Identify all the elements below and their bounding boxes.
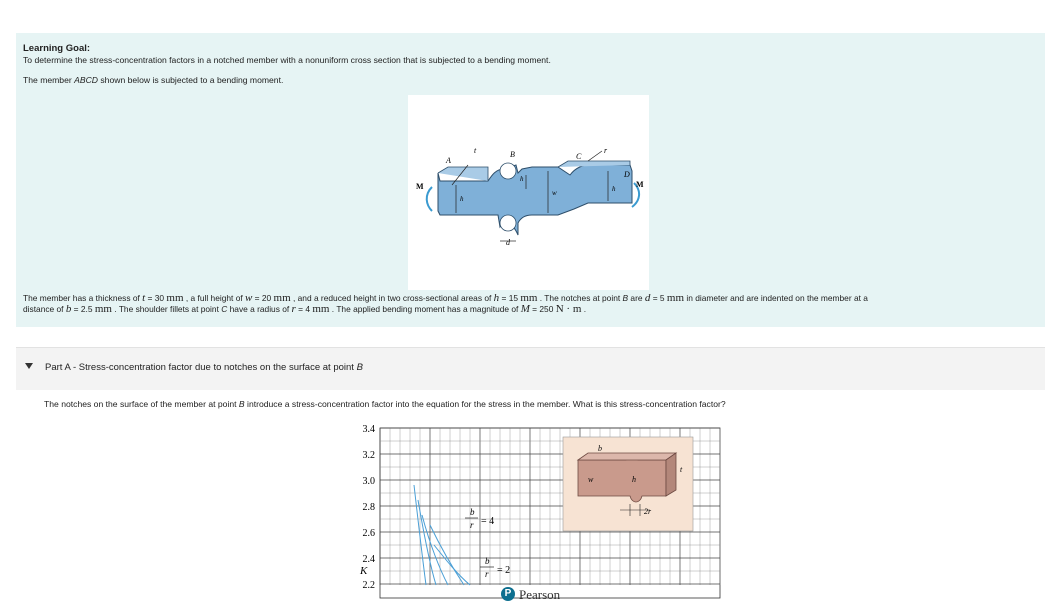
- label-C: C: [576, 152, 582, 161]
- inset-label-2r: 2r: [644, 507, 652, 516]
- y-tick-label: 2.2: [362, 580, 375, 591]
- label-M-right: M: [636, 180, 644, 189]
- pearson-logo-icon: P: [501, 587, 515, 601]
- label-h-right: h: [612, 185, 616, 193]
- label-r: r: [604, 146, 608, 155]
- annotation-2-num: b: [485, 556, 490, 566]
- y-tick-label: 3.2: [362, 450, 375, 461]
- y-tick-label: 2.8: [362, 502, 375, 513]
- member-intro: The member ABCD shown below is subjected to a bending moment.: [23, 75, 284, 85]
- pearson-brand: Pearson: [519, 587, 561, 602]
- chart-inset: [563, 437, 693, 531]
- chart-svg: [350, 420, 730, 591]
- label-M-left: M: [416, 182, 424, 191]
- learning-goal-text: To determine the stress-concentration factors in a notched member with a nonuniform cross section that is subjected to a bending moment.: [23, 55, 551, 65]
- annotation-4-num: b: [470, 507, 475, 517]
- collapse-triangle-icon[interactable]: [25, 363, 33, 369]
- member-diagram: [408, 95, 649, 290]
- stress-concentration-chart: [350, 420, 730, 591]
- part-a-header[interactable]: [16, 347, 1045, 390]
- member-figure: [408, 95, 649, 290]
- label-d: d: [506, 238, 510, 247]
- annotation-2-val: = 2: [497, 565, 511, 576]
- inset-label-t: t: [680, 465, 683, 474]
- y-tick-label: 3.4: [362, 424, 375, 435]
- label-B: B: [510, 150, 515, 159]
- label-h-mid: h: [520, 175, 524, 183]
- label-A: A: [446, 156, 451, 165]
- learning-goal-panel: [16, 33, 1045, 327]
- annotation-4-den: r: [470, 520, 474, 530]
- annotation-2-den: r: [485, 569, 489, 579]
- label-t: t: [474, 146, 477, 155]
- part-a-title[interactable]: Part A - Stress-concentration factor due to notches on the surface at point B: [45, 362, 363, 373]
- y-tick-label: 3.0: [362, 476, 375, 487]
- inset-label-w: w: [588, 475, 594, 484]
- question-text: The notches on the surface of the member at point B introduce a stress-concentration factor into the equation for the stress in the member. What is this stress-concentration factor?: [44, 399, 726, 409]
- y-axis-label: K: [360, 565, 368, 577]
- learning-goal-title: Learning Goal:: [23, 43, 91, 54]
- problem-description: The member has a thickness of t = 30 mm , a full height of w = 20 mm , and a reduced height in two cross-sectional areas of h = 15 mm . The notches at point B are d = 5 mm in diameter and are indented on the member at a distance of b = 2.5 mm . The shoulder fillets at point C have a radius of r = 4 mm . The applied bending moment has a magnitude of M = 250 N · m .: [23, 292, 868, 315]
- label-h-left: h: [460, 195, 464, 203]
- annotation-4-val: = 4: [481, 516, 495, 527]
- label-D: D: [624, 170, 630, 179]
- y-tick-label: 2.6: [362, 528, 375, 539]
- label-w: w: [552, 189, 557, 197]
- y-tick-label: 2.4: [362, 554, 375, 565]
- inset-label-b: b: [598, 444, 602, 453]
- inset-label-h: h: [632, 475, 636, 484]
